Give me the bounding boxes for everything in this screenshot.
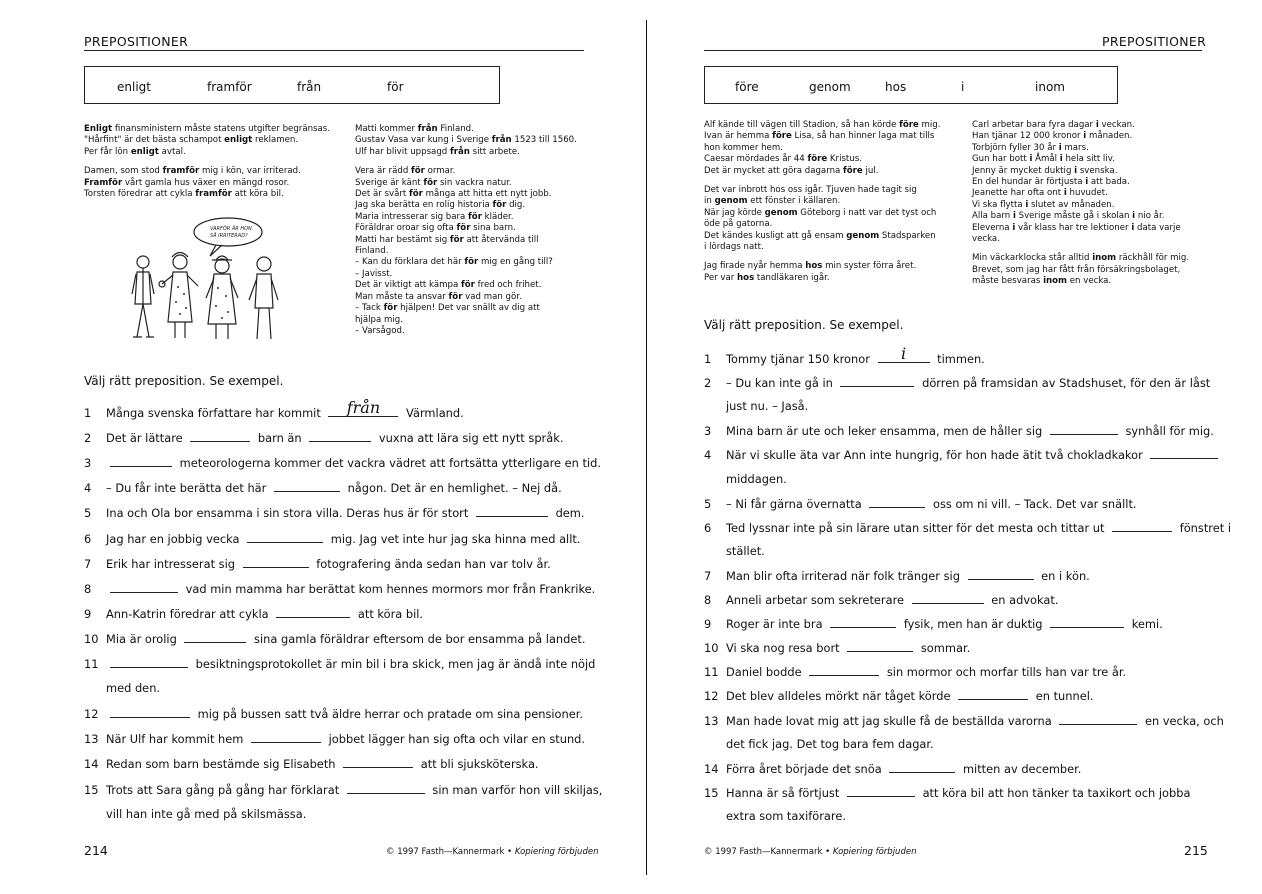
question-text: Trots att Sara gång på gång har förklarat (106, 782, 343, 797)
question-text: Redan som barn bestämde sig Elisabeth (106, 757, 340, 772)
book-spine (646, 20, 647, 875)
question-number: 4 (704, 448, 712, 463)
question-text: Tommy tjänar 150 kronor (726, 352, 874, 366)
example-sentence: Gun har bott i Åmål i hela sitt liv. (972, 154, 1115, 165)
exercise-question (704, 785, 1190, 800)
example-sentence: Det är mycket att göra dagarna före jul. (704, 165, 879, 176)
question-text: Det blev alldeles mörkt när tåget körde (726, 689, 955, 704)
question-text: sin mormor och morfar tills han var tre år. (883, 665, 1127, 680)
answer-blank[interactable] (251, 731, 321, 743)
question-text: dem. (551, 506, 585, 521)
example-sentence: Han tjänar 12 000 kronor i månaden. (972, 131, 1133, 142)
exercise-question (84, 606, 423, 621)
question-text: Förra året började det snöa (726, 761, 886, 776)
example-sentence: Det är svårt för många att hitta ett nytt jobb. (355, 189, 552, 200)
answer-blank[interactable] (110, 706, 190, 718)
exercise-question (84, 782, 602, 797)
question-text: jobbet lägger han sig ofta och vilar en stund. (325, 732, 586, 747)
question-text: vad min mamma har berättat kom hennes mormors mor från Frankrike. (182, 581, 596, 596)
question-number: 7 (84, 556, 92, 571)
example-sentence: Caesar mördades år 44 före Kristus. (704, 154, 862, 165)
question-text: sin man varför hon vill skiljas, (428, 782, 603, 797)
answer-blank[interactable] (1150, 447, 1218, 459)
question-number: 14 (704, 761, 719, 776)
question-text: Vi ska nog resa bort (726, 641, 844, 656)
question-number: 6 (84, 531, 92, 546)
exercise-question (704, 399, 808, 413)
exercise-question (84, 531, 580, 546)
question-text: Ann-Katrin föredrar att cykla (106, 606, 273, 621)
exercise-question (704, 423, 1214, 438)
question-number: 11 (704, 665, 719, 680)
right-copyright: © 1997 Fasth—Kannermark • Kopiering förbjuden (704, 847, 917, 857)
answer-blank[interactable] (878, 344, 930, 363)
question-number: 1 (84, 406, 92, 420)
exercise-question (704, 688, 1094, 703)
question-text: fysik, men han är duktig (900, 617, 1047, 632)
question-text: Man hade lovat mig att jag skulle få de beställda varorna (726, 713, 1056, 728)
question-number: 2 (704, 376, 712, 391)
answer-blank[interactable] (840, 375, 914, 387)
exercise-question (84, 706, 583, 721)
question-number: 6 (704, 520, 712, 535)
exercise-question (704, 640, 970, 655)
example-sentence (704, 177, 966, 185)
exercise-question (704, 375, 1210, 390)
question-text: Värmland. (402, 406, 464, 420)
handwritten-answer: från (346, 398, 381, 417)
question-text: Anneli arbetar som sekreterare (726, 593, 908, 607)
question-text: Ina och Ola bor ensamma i sin stora villa. Deras hus är för stort (106, 506, 472, 521)
question-text: en vecka, och (1141, 713, 1224, 728)
question-text: barn än (254, 431, 306, 446)
question-number: 13 (84, 732, 99, 747)
example-sentence: Sverige är känt för sin vackra natur. (355, 177, 512, 188)
example-sentence (84, 158, 350, 166)
example-sentence: Jenny är mycket duktig i svenska. (972, 165, 1118, 176)
question-number: 10 (84, 631, 99, 646)
exercise-question (84, 581, 595, 596)
word-for: för (387, 80, 404, 94)
question-text: det fick jag. Det tog bara fem dagar. (726, 736, 934, 751)
answer-blank[interactable] (184, 631, 246, 643)
question-text: dörren på framsidan av Stadshuset, för den är låst (918, 376, 1211, 391)
exercise-question (84, 455, 601, 470)
right-examples-col1 (704, 120, 966, 284)
example-sentence: – Kan du förklara det här för mig en gång till? (355, 257, 553, 268)
left-copyright: © 1997 Fasth—Kannermark • Kopiering förbjuden (386, 847, 599, 857)
question-number: 2 (84, 431, 92, 446)
exercise-question (84, 505, 585, 520)
question-text: vuxna att lära sig ett nytt språk. (375, 431, 564, 446)
example-sentence: Eleverna i vår klass har tre lektioner i data varje (972, 222, 1181, 233)
question-text: Mina barn är ute och leker ensamma, men de håller sig (726, 424, 1046, 439)
exercise-question (84, 556, 551, 571)
question-text: mitten av december. (959, 761, 1082, 776)
question-text: Daniel bodde (726, 665, 806, 680)
question-text: just nu. – Jaså. (726, 399, 809, 414)
example-sentence: Damen, som stod framför mig i kön, var irriterad. (84, 166, 301, 177)
exercise-question (704, 344, 985, 366)
example-sentence: Man måste ta ansvar för vad man gör. (355, 291, 522, 302)
exercise-question (84, 731, 585, 746)
question-number: 8 (84, 581, 92, 596)
question-text: När vi skulle äta var Ann inte hungrig, för hon hade ätit två chokladkakor (726, 448, 1147, 463)
question-text: – Du kan inte gå in (726, 376, 837, 391)
question-text: Roger är inte bra (726, 617, 827, 632)
exercise-question (704, 616, 1163, 631)
answer-blank[interactable] (809, 664, 879, 676)
question-text: att bli sjuksköterska. (417, 757, 539, 772)
question-text: mig. Jag vet inte hur jag ska hinna med allt. (327, 531, 581, 546)
exercise-question (84, 756, 539, 771)
answer-blank[interactable] (110, 455, 172, 467)
example-sentence: – Tack för hjälpen! Det var snällt av dig att (355, 303, 540, 314)
example-sentence: Min väckarklocka står alltid inom räckhåll för mig. (972, 253, 1190, 264)
example-sentence: – Javisst. (355, 268, 393, 279)
example-sentence: Jag ska berätta en rolig historia för dig. (355, 200, 526, 211)
answer-blank[interactable] (847, 785, 915, 797)
question-number: 5 (704, 496, 712, 511)
question-text: meteorologerna kommer det vackra vädret att fortsätta ytterligare en tid. (176, 456, 601, 471)
question-text: sommar. (917, 641, 971, 656)
exercise-question (84, 430, 563, 445)
example-sentence: öde på gatorna. (704, 219, 773, 230)
question-number: 12 (704, 689, 719, 704)
word-enligt: enligt (117, 80, 151, 94)
question-number: 3 (84, 456, 92, 471)
question-number: 3 (704, 424, 712, 439)
question-text: timmen. (933, 352, 985, 366)
answer-blank[interactable] (847, 640, 913, 652)
answer-blank[interactable] (190, 430, 250, 442)
example-sentence: – Varsågod. (355, 325, 405, 336)
question-text: att köra bil att hon tänker ta taxikort och jobba (918, 785, 1191, 800)
exercise-question (704, 544, 765, 558)
answer-blank[interactable] (912, 592, 984, 604)
answer-blank[interactable] (328, 398, 398, 417)
left-header-rule (84, 50, 584, 51)
answer-blank[interactable] (869, 496, 925, 508)
left-instruction: Välj rätt preposition. Se exempel. (84, 374, 284, 388)
exercise-question (84, 681, 160, 695)
question-text: Det är lättare (106, 431, 187, 446)
question-text: sina gamla föräldrar eftersom de bor ensamma på landet. (250, 631, 586, 646)
question-number: 15 (704, 785, 719, 800)
right-page-number: 215 (1184, 843, 1208, 858)
word-hos: hos (885, 80, 907, 94)
example-sentence (355, 158, 587, 166)
answer-blank[interactable] (110, 581, 178, 593)
example-sentence: Maria intresserar sig bara för kläder. (355, 211, 514, 222)
exercise-question (704, 737, 934, 751)
handwritten-answer: i (900, 344, 907, 363)
example-sentence: Torbjörn fyller 30 år i mars. (972, 142, 1089, 153)
answer-blank[interactable] (276, 606, 350, 618)
answer-blank[interactable] (110, 656, 188, 668)
example-sentence: Per var hos tandläkaren igår. (704, 272, 830, 283)
question-text: kemi. (1128, 617, 1163, 632)
answer-blank[interactable] (274, 480, 340, 492)
question-text: Ted lyssnar inte på sin lärare utan sitter för det mesta och tittar ut (726, 520, 1109, 535)
question-text: Jag har en jobbig vecka (106, 531, 244, 546)
example-sentence: Gustav Vasa var kung i Sverige från 1523 till 1560. (355, 135, 577, 146)
example-sentence: En del hundar är förtjusta i att bada. (972, 177, 1130, 188)
answer-blank[interactable] (1112, 520, 1172, 532)
example-sentence: Ulf har blivit uppsagd från sitt arbete. (355, 146, 520, 157)
question-text: Hanna är så förtjust (726, 785, 843, 800)
right-header-rule (704, 50, 1202, 51)
question-text: fönstret i (1176, 520, 1231, 535)
answer-blank[interactable] (476, 505, 548, 517)
question-number: 8 (704, 593, 712, 607)
answer-blank[interactable] (889, 761, 955, 773)
left-examples-col1 (84, 124, 350, 200)
question-number: 15 (84, 782, 99, 797)
question-number: 4 (84, 481, 92, 496)
example-sentence: Enligt finansministern måste statens utgifter begränsas. (84, 124, 330, 134)
exercise-question (704, 447, 1222, 462)
example-sentence: in genom ett fönster i källaren. (704, 196, 841, 207)
exercise-question (704, 472, 787, 486)
question-text: – Ni får gärna övernatta (726, 496, 866, 511)
answer-blank[interactable] (958, 688, 1028, 700)
answer-blank[interactable] (247, 531, 323, 543)
answer-blank[interactable] (1050, 423, 1118, 435)
answer-blank[interactable] (347, 782, 425, 794)
question-text: en advokat. (987, 593, 1059, 607)
exercise-question (704, 568, 1090, 583)
question-text: Många svenska författare har kommit (106, 406, 325, 420)
exercise-question (84, 656, 595, 671)
cartoon-illustration (118, 212, 288, 347)
question-number: 12 (84, 707, 99, 722)
question-text: fotografering ända sedan han var tolv år. (312, 556, 551, 571)
answer-blank[interactable] (830, 616, 896, 628)
word-genom: genom (809, 80, 851, 94)
exercise-question (84, 398, 464, 420)
exercise-question (84, 631, 585, 646)
example-sentence: Carl arbetar bara fyra dagar i veckan. (972, 120, 1135, 130)
speech-bubble (194, 218, 262, 246)
example-sentence: Det var inbrott hos oss igår. Tjuven hade tagit sig (704, 185, 917, 196)
exercise-question (704, 713, 1224, 728)
answer-blank[interactable] (968, 568, 1034, 580)
example-sentence: Det är viktigt att kämpa för fred och frihet. (355, 280, 542, 291)
question-text: med den. (106, 681, 161, 696)
example-sentence: måste besvaras inom en vecka. (972, 276, 1112, 287)
speech-line-2: SÅ IRRITERAD? (210, 233, 248, 239)
example-sentence: När jag körde genom Göteborg i natt var det tyst och (704, 207, 937, 218)
example-sentence: Framför vårt gamla hus växer en mängd rosor. (84, 177, 290, 188)
answer-blank[interactable] (243, 556, 309, 568)
exercise-question (84, 480, 562, 495)
example-sentence: Vi ska flytta i slutet av månaden. (972, 199, 1115, 210)
speech-line-1: VARFÖR ÄR HON (210, 226, 252, 232)
question-text: stället. (726, 543, 765, 558)
question-text: Erik har intresserat sig (106, 556, 239, 571)
question-text: en i kön. (1037, 568, 1090, 583)
example-sentence: Alla barn i Sverige måste gå i skolan i nio år. (972, 211, 1165, 222)
question-text: någon. Det är en hemlighet. – Nej då. (343, 481, 562, 496)
example-sentence: Matti kommer från Finland. (355, 124, 474, 134)
example-sentence: Torsten föredrar att cykla framför att köra bil. (84, 189, 284, 200)
question-number: 9 (704, 617, 712, 632)
right-word-box (704, 66, 1118, 104)
exercise-question (704, 664, 1126, 679)
example-sentence: Brevet, som jag har fått från försäkringsbolaget, (972, 264, 1181, 275)
word-fore: före (735, 80, 759, 94)
question-text: middagen. (726, 471, 787, 486)
question-text: När Ulf har kommit hem (106, 732, 247, 747)
exercise-question (704, 809, 846, 823)
exercise-question (704, 496, 1137, 511)
question-text: Man blir ofta irriterad när folk tränger sig (726, 568, 964, 583)
question-number: 9 (84, 606, 92, 621)
answer-blank[interactable] (1059, 713, 1137, 725)
right-instruction: Välj rätt preposition. Se exempel. (704, 318, 904, 332)
example-sentence: Ivan är hemma före Lisa, så han hinner laga mat tills (704, 131, 935, 142)
left-word-box (84, 66, 500, 104)
example-sentence: i lördags natt. (704, 242, 764, 253)
word-framfor: framför (207, 80, 252, 94)
exercise-question (704, 761, 1081, 776)
question-number: 1 (704, 352, 712, 366)
question-number: 7 (704, 568, 712, 583)
question-number: 5 (84, 506, 92, 521)
question-text: extra som taxiförare. (726, 808, 846, 823)
example-sentence: Matti har bestämt sig för att återvända till (355, 234, 539, 245)
question-text: synhåll för mig. (1121, 424, 1214, 439)
exercise-question (704, 520, 1231, 535)
question-number: 10 (704, 641, 719, 656)
example-sentence: Jeanette har ofta ont i huvudet. (972, 188, 1108, 199)
example-sentence: "Hårfint" är det bästa schampot enligt reklamen. (84, 135, 299, 146)
question-text: att köra bil. (354, 606, 424, 621)
example-sentence: hjälpa mig. (355, 314, 403, 325)
example-sentence: Jag firade nyår hemma hos min syster förra året. (704, 261, 917, 272)
question-number: 14 (84, 757, 99, 772)
example-sentence: Per får lön enligt avtal. (84, 146, 186, 157)
left-page-header: PREPOSITIONER (84, 34, 189, 49)
example-sentence: Alf kände till vägen till Stadion, så han körde före mig. (704, 120, 941, 130)
right-examples-col2 (972, 120, 1204, 288)
right-page-header: PREPOSITIONER (1102, 34, 1207, 49)
example-sentence: Finland. (355, 246, 389, 257)
example-sentence: hon kommer hem. (704, 142, 783, 153)
word-i: i (961, 80, 965, 94)
word-fran: från (297, 80, 322, 94)
left-examples-col2 (355, 124, 587, 337)
word-inom: inom (1035, 80, 1065, 94)
answer-blank[interactable] (1050, 616, 1124, 628)
question-text: mig på bussen satt två äldre herrar och pratade om sina pensioner. (194, 707, 584, 722)
answer-blank[interactable] (309, 430, 371, 442)
left-page-number: 214 (84, 843, 108, 858)
question-text: besiktningsprotokollet är min bil i bra skick, men jag är ändå inte nöjd (192, 657, 596, 671)
question-text: en tunnel. (1032, 689, 1094, 704)
question-text: Mia är orolig (106, 631, 181, 646)
example-sentence: Vera är rädd för ormar. (355, 166, 456, 177)
answer-blank[interactable] (343, 756, 413, 768)
example-sentence: vecka. (972, 234, 1000, 245)
question-number: 11 (84, 657, 99, 671)
question-text: oss om ni vill. – Tack. Det var snällt. (929, 496, 1137, 511)
example-sentence: Föräldrar oroar sig ofta för sina barn. (355, 223, 516, 234)
exercise-question (704, 592, 1059, 607)
question-text: – Du får inte berätta det här (106, 481, 270, 496)
question-text: vill han inte gå med på skilsmässa. (106, 806, 307, 821)
question-number: 13 (704, 713, 719, 728)
exercise-question (84, 807, 306, 821)
example-sentence: Det kändes kusligt att gå ensam genom Stadsparken (704, 230, 936, 241)
